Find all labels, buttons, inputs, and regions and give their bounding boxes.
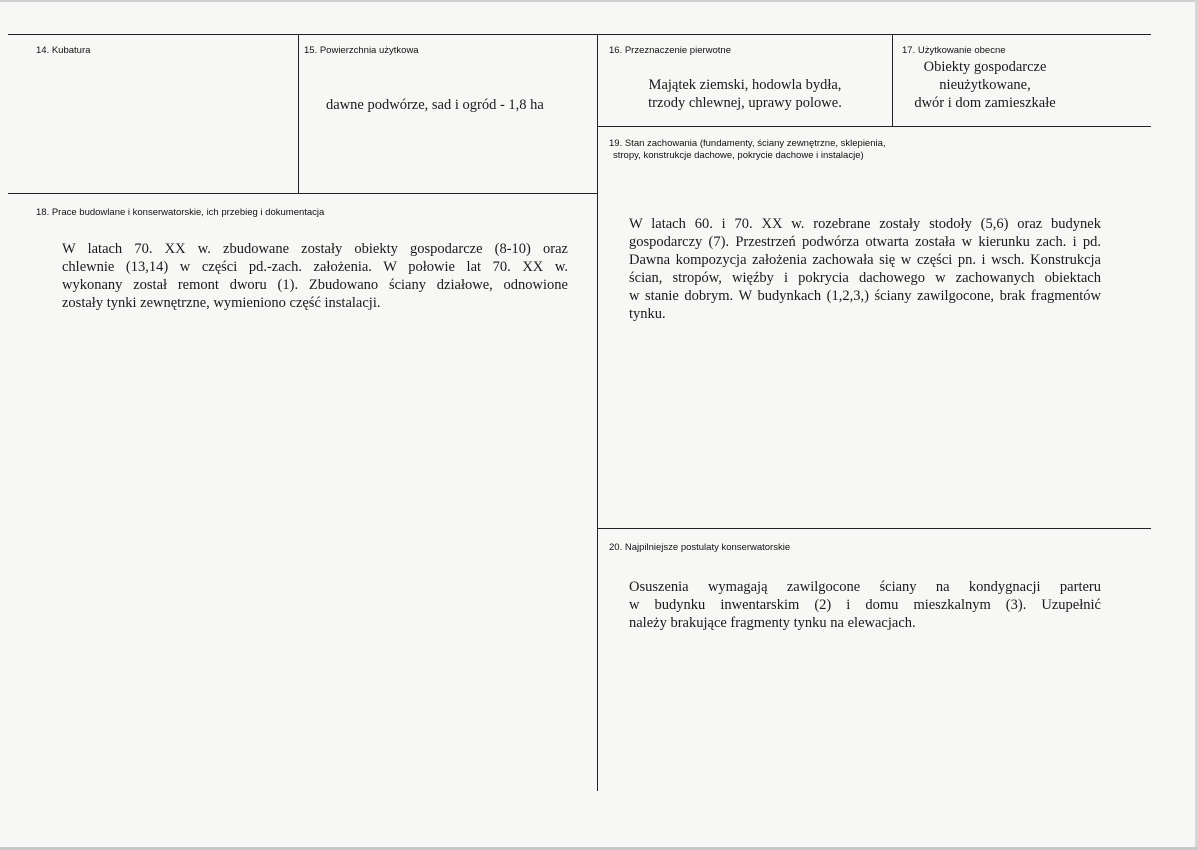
field-20-value-line: w budynku inwentarskim (2) i domu mieszkalnym (3). Uzupełnić <box>629 597 1101 613</box>
field-17-label: 17. Użytkowanie obecne <box>902 45 1006 56</box>
field-18-value-line: W latach 70. XX w. zbudowane zostały obiekty gospodarcze (8-10) oraz <box>62 241 568 257</box>
field-17-value-line: nieużytkowane, <box>939 77 1031 93</box>
field-17-value-line: dwór i dom zamieszkałe <box>914 95 1056 111</box>
field-20-label: 20. Najpilniejsze postulaty konserwatorskie <box>609 542 791 553</box>
field-16-value-line: trzody chlewnej, uprawy polowe. <box>648 95 842 111</box>
field-19-value-line: tynku. <box>629 306 666 322</box>
field-20-value-line: Osuszenia wymagają zawilgocone ściany na kondygnacji parteru <box>629 579 1101 595</box>
field-15-value: dawne podwórze, sad i ogród - 1,8 ha <box>326 97 544 113</box>
field-20-value-line: należy brakujące fragmenty tynku na elewacjach. <box>629 615 916 631</box>
field-19-value <box>629 215 1101 323</box>
field-18-label: 18. Prace budowlane i konserwatorskie, ich przebieg i dokumentacja <box>36 207 325 218</box>
rule-under-14-15 <box>8 193 597 194</box>
field-17-value <box>895 58 1075 112</box>
field-16-value <box>605 76 885 112</box>
field-15-label: 15. Powierzchnia użytkowa <box>304 45 419 56</box>
field-19-value-line: gospodarczy (7). Przestrzeń podwórza otwarta została w kierunku zach. i pd. <box>629 234 1101 250</box>
field-19-label <box>609 138 886 162</box>
center-divider <box>597 34 598 791</box>
field-16-value-line: Majątek ziemski, hodowla bydła, <box>648 77 842 93</box>
field-18-value <box>62 240 568 312</box>
field-18-value-line: zostały tynki zewnętrzne, wymieniono część instalacji. <box>62 295 381 311</box>
top-rule <box>8 34 1151 35</box>
field-17-value-line: Obiekty gospodarcze <box>923 59 1047 75</box>
rule-above-20 <box>597 528 1151 529</box>
field-19-label-line: 19. Stan zachowania (fundamenty, ściany zewnętrzne, sklepienia, <box>609 138 886 149</box>
field-19-value-line: W latach 60. i 70. XX w. rozebrane zostały stodoły (5,6) oraz budynek <box>629 216 1101 232</box>
field-19-value-line: Dawna kompozycja założenia zachowała się w części pn. i wsch. Konstrukcja <box>629 252 1101 268</box>
divider-14-15 <box>298 34 299 194</box>
field-16-label: 16. Przeznaczenie pierwotne <box>609 45 731 56</box>
field-14-label: 14. Kubatura <box>36 45 91 56</box>
page-edge-top <box>0 0 1198 2</box>
rule-under-16-17 <box>597 126 1151 127</box>
field-19-label-line: stropy, konstrukcje dachowe, pokrycie dachowe i instalacje) <box>613 150 864 161</box>
field-19-value-line: ścian, stropów, więźby i pokrycia dachowego w zachowanych obiektach <box>629 270 1101 286</box>
field-18-value-line: chlewnie (13,14) w części pd.-zach. założenia. W połowie lat 70. XX w. <box>62 259 568 275</box>
field-19-value-line: w stanie dobrym. W budynkach (1,2,3,) ściany zawilgocone, brak fragmentów <box>629 288 1101 304</box>
field-20-value <box>629 578 1101 632</box>
field-18-value-line: wykonany został remont dworu (1). Zbudowano ściany działowe, odnowione <box>62 277 568 293</box>
divider-16-17 <box>892 34 893 126</box>
